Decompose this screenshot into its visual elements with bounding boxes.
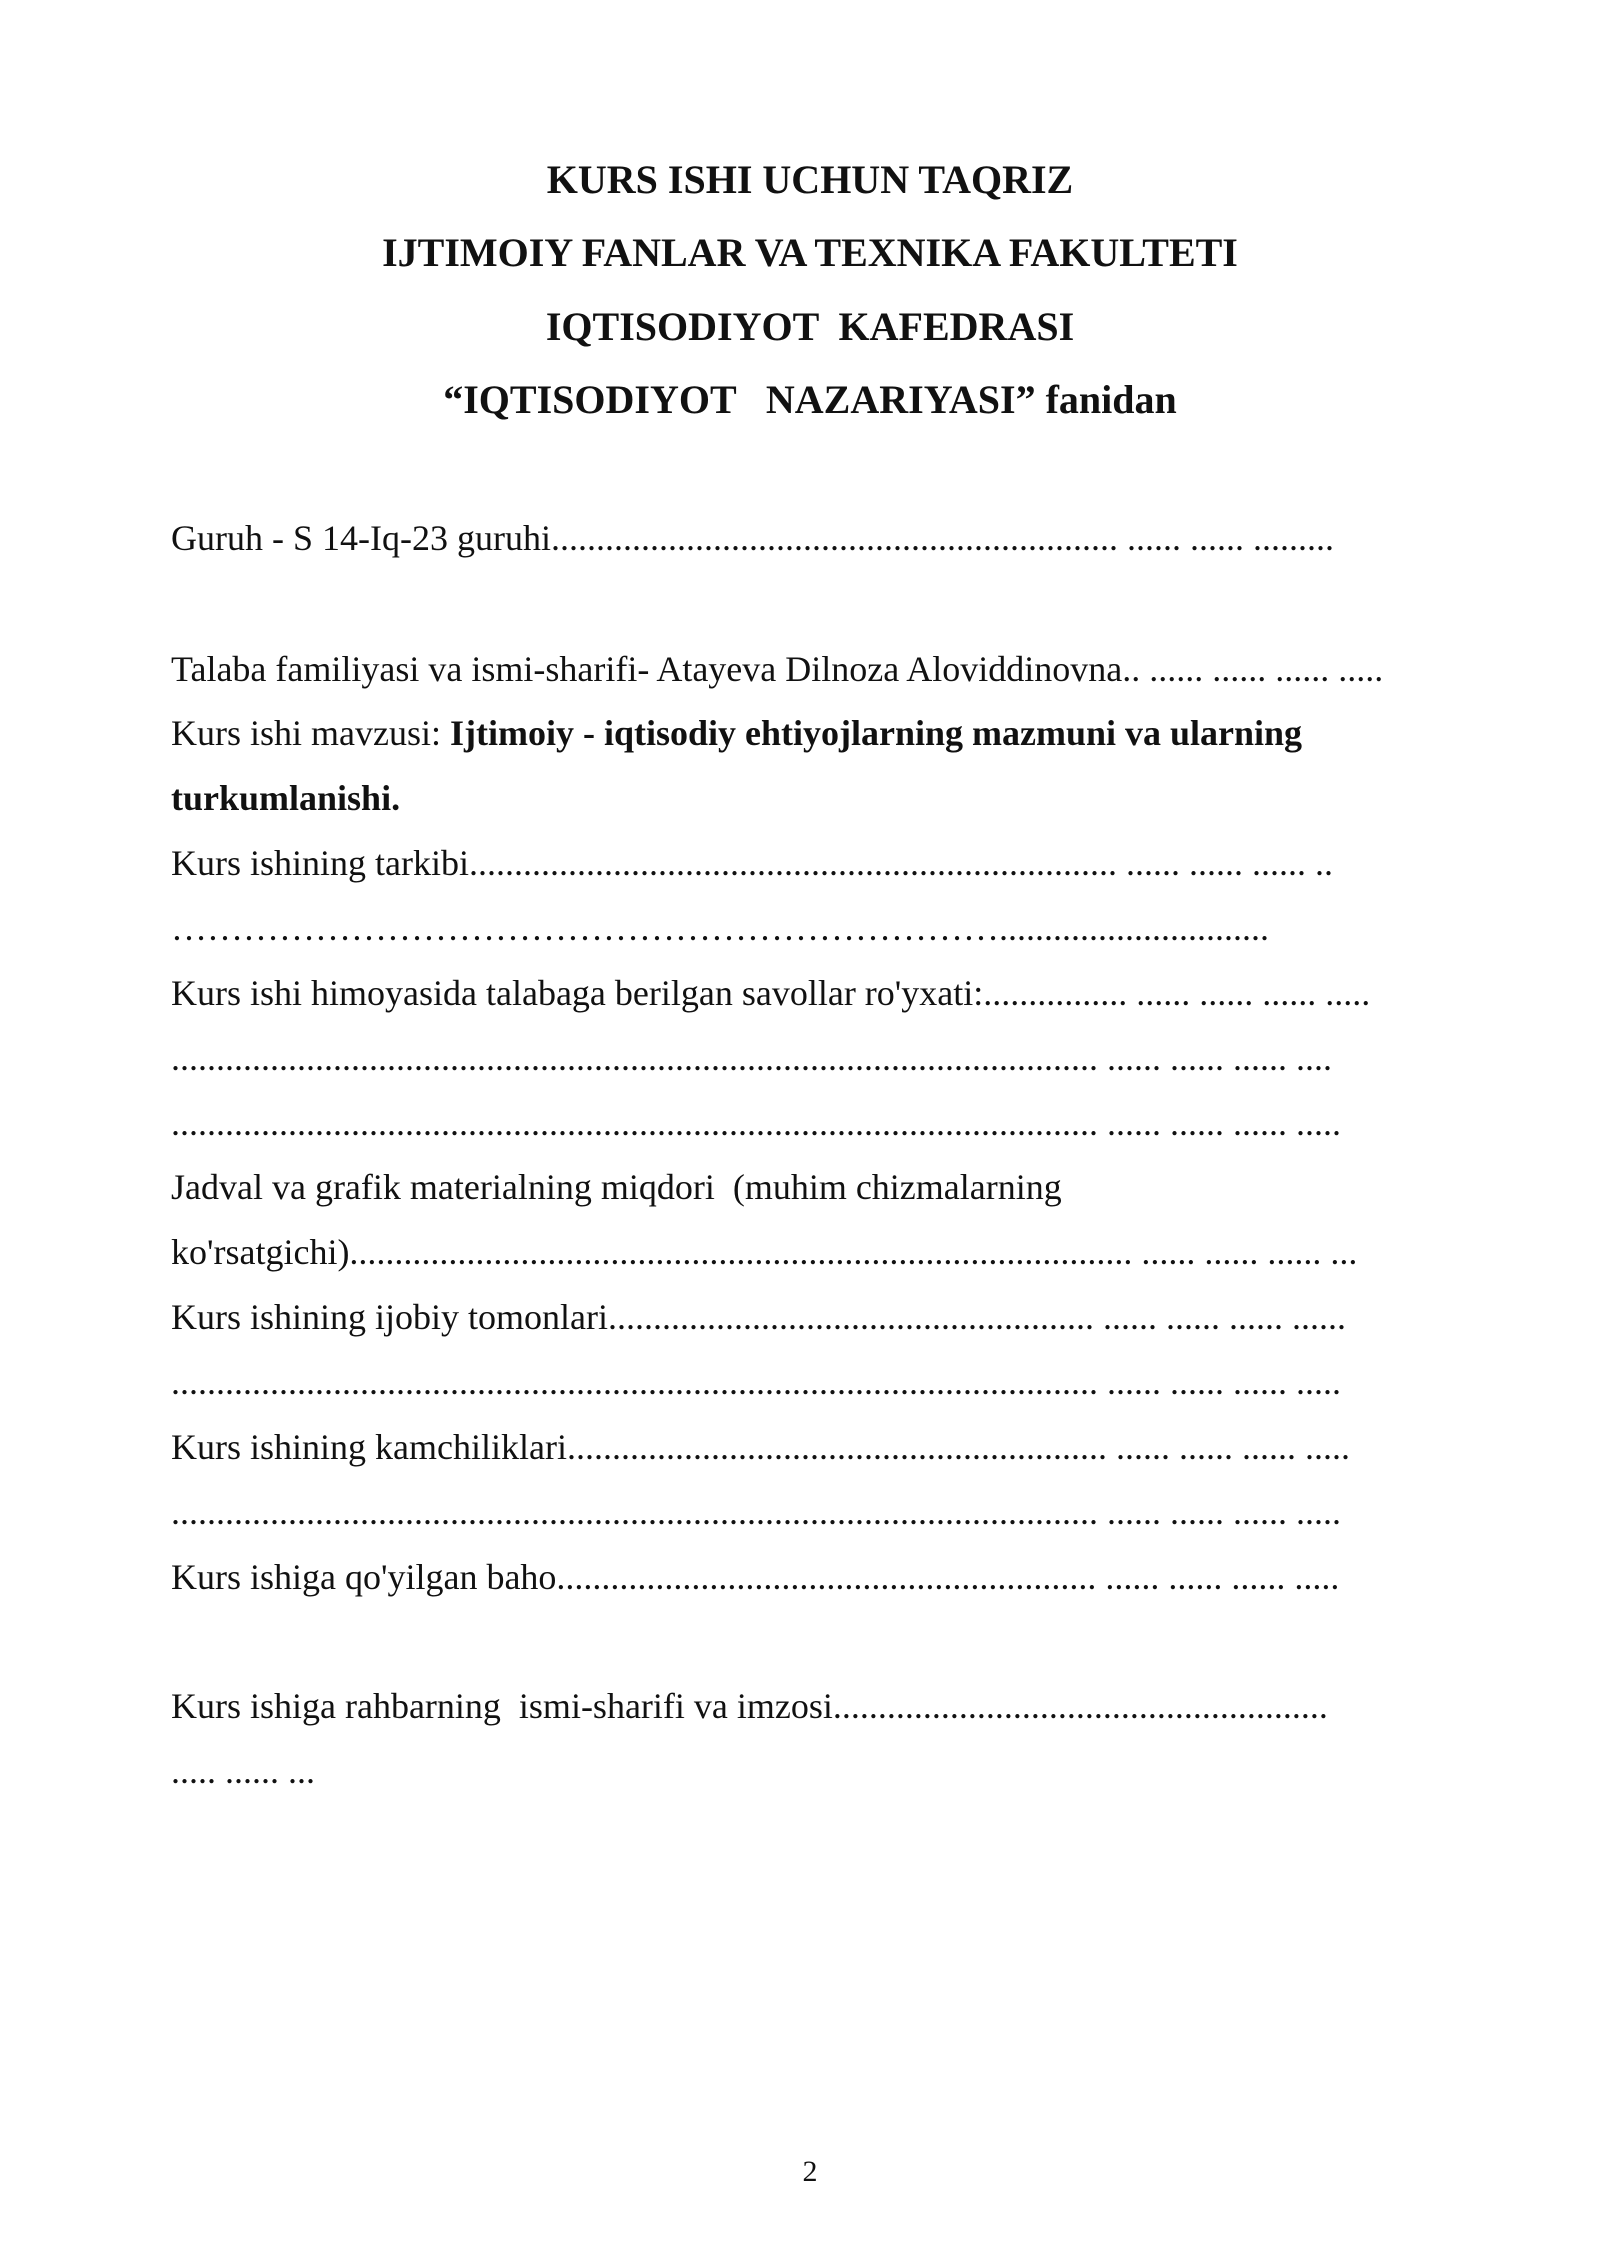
student-name-field: Talaba familiyasi va ismi-sharifi- Atayeva Dilnoza Aloviddinovna.. ...... ...... ...... ..... (171, 649, 1384, 689)
topic-value: Ijtimoiy - iqtisodiy ehtiyojlarning mazmuni va ularning (449, 713, 1303, 753)
grade-field: Kurs ishiga qo'yilgan baho............................................................ ...... ...... ...... ..... (171, 1557, 1340, 1597)
page-number: 2 (802, 2155, 818, 2188)
document-title: KURS ISHI UCHUN TAQRIZ (546, 157, 1074, 202)
subject-heading: “IQTISODIYOT NAZARIYASI” fanidan (443, 377, 1177, 422)
questions-field: Kurs ishi himoyasida talabaga berilgan savollar ro'yxati:................ ...... ...... ...... ..... (171, 973, 1371, 1013)
supervisor-field: Kurs ishiga rahbarning ismi-sharifi va imzosi....................................................... (171, 1686, 1328, 1726)
questions-field-continuation-2: ....................................................................................................... ...... ...... ...... ..... (171, 1103, 1341, 1143)
structure-field: Kurs ishining tarkibi........................................................................ ...... ...... ...... .. (171, 843, 1333, 883)
shortcomings-field-continuation: ....................................................................................................... ...... ...... ...... ..... (171, 1492, 1341, 1532)
topic-label: Kurs ishi mavzusi: (171, 713, 450, 753)
topic-value-cont: turkumlanishi. (171, 778, 401, 818)
topic-field-continuation (171, 780, 400, 816)
topic-field (171, 715, 1302, 751)
structure-field-continuation: …………………………………………………………….............................. (171, 908, 1269, 948)
department-heading: IQTISODIYOT KAFEDRASI (545, 304, 1075, 349)
tables-field-continuation: ko'rsatgichi)....................................................................................... ...... ...... ...... ... (171, 1232, 1358, 1272)
positives-field: Kurs ishining ijobiy tomonlari...................................................... ...... ...... ...... ...... (171, 1297, 1346, 1337)
faculty-heading: IJTIMOIY FANLAR VA TEXNIKA FAKULTETI (382, 230, 1238, 275)
supervisor-field-continuation: ..... ...... ... (171, 1751, 315, 1791)
positives-field-continuation: ....................................................................................................... ...... ...... ...... ..... (171, 1362, 1341, 1402)
shortcomings-field: Kurs ishining kamchiliklari............................................................ ...... ...... ...... ..... (171, 1427, 1350, 1467)
questions-field-continuation-1: ....................................................................................................... ...... ...... ...... .... (171, 1038, 1332, 1078)
tables-field: Jadval va grafik materialning miqdori (muhim chizmalarning (171, 1167, 1062, 1207)
group-field: Guruh - S 14-Iq-23 guruhi............................................................... ...... ...... ......... (171, 518, 1334, 558)
